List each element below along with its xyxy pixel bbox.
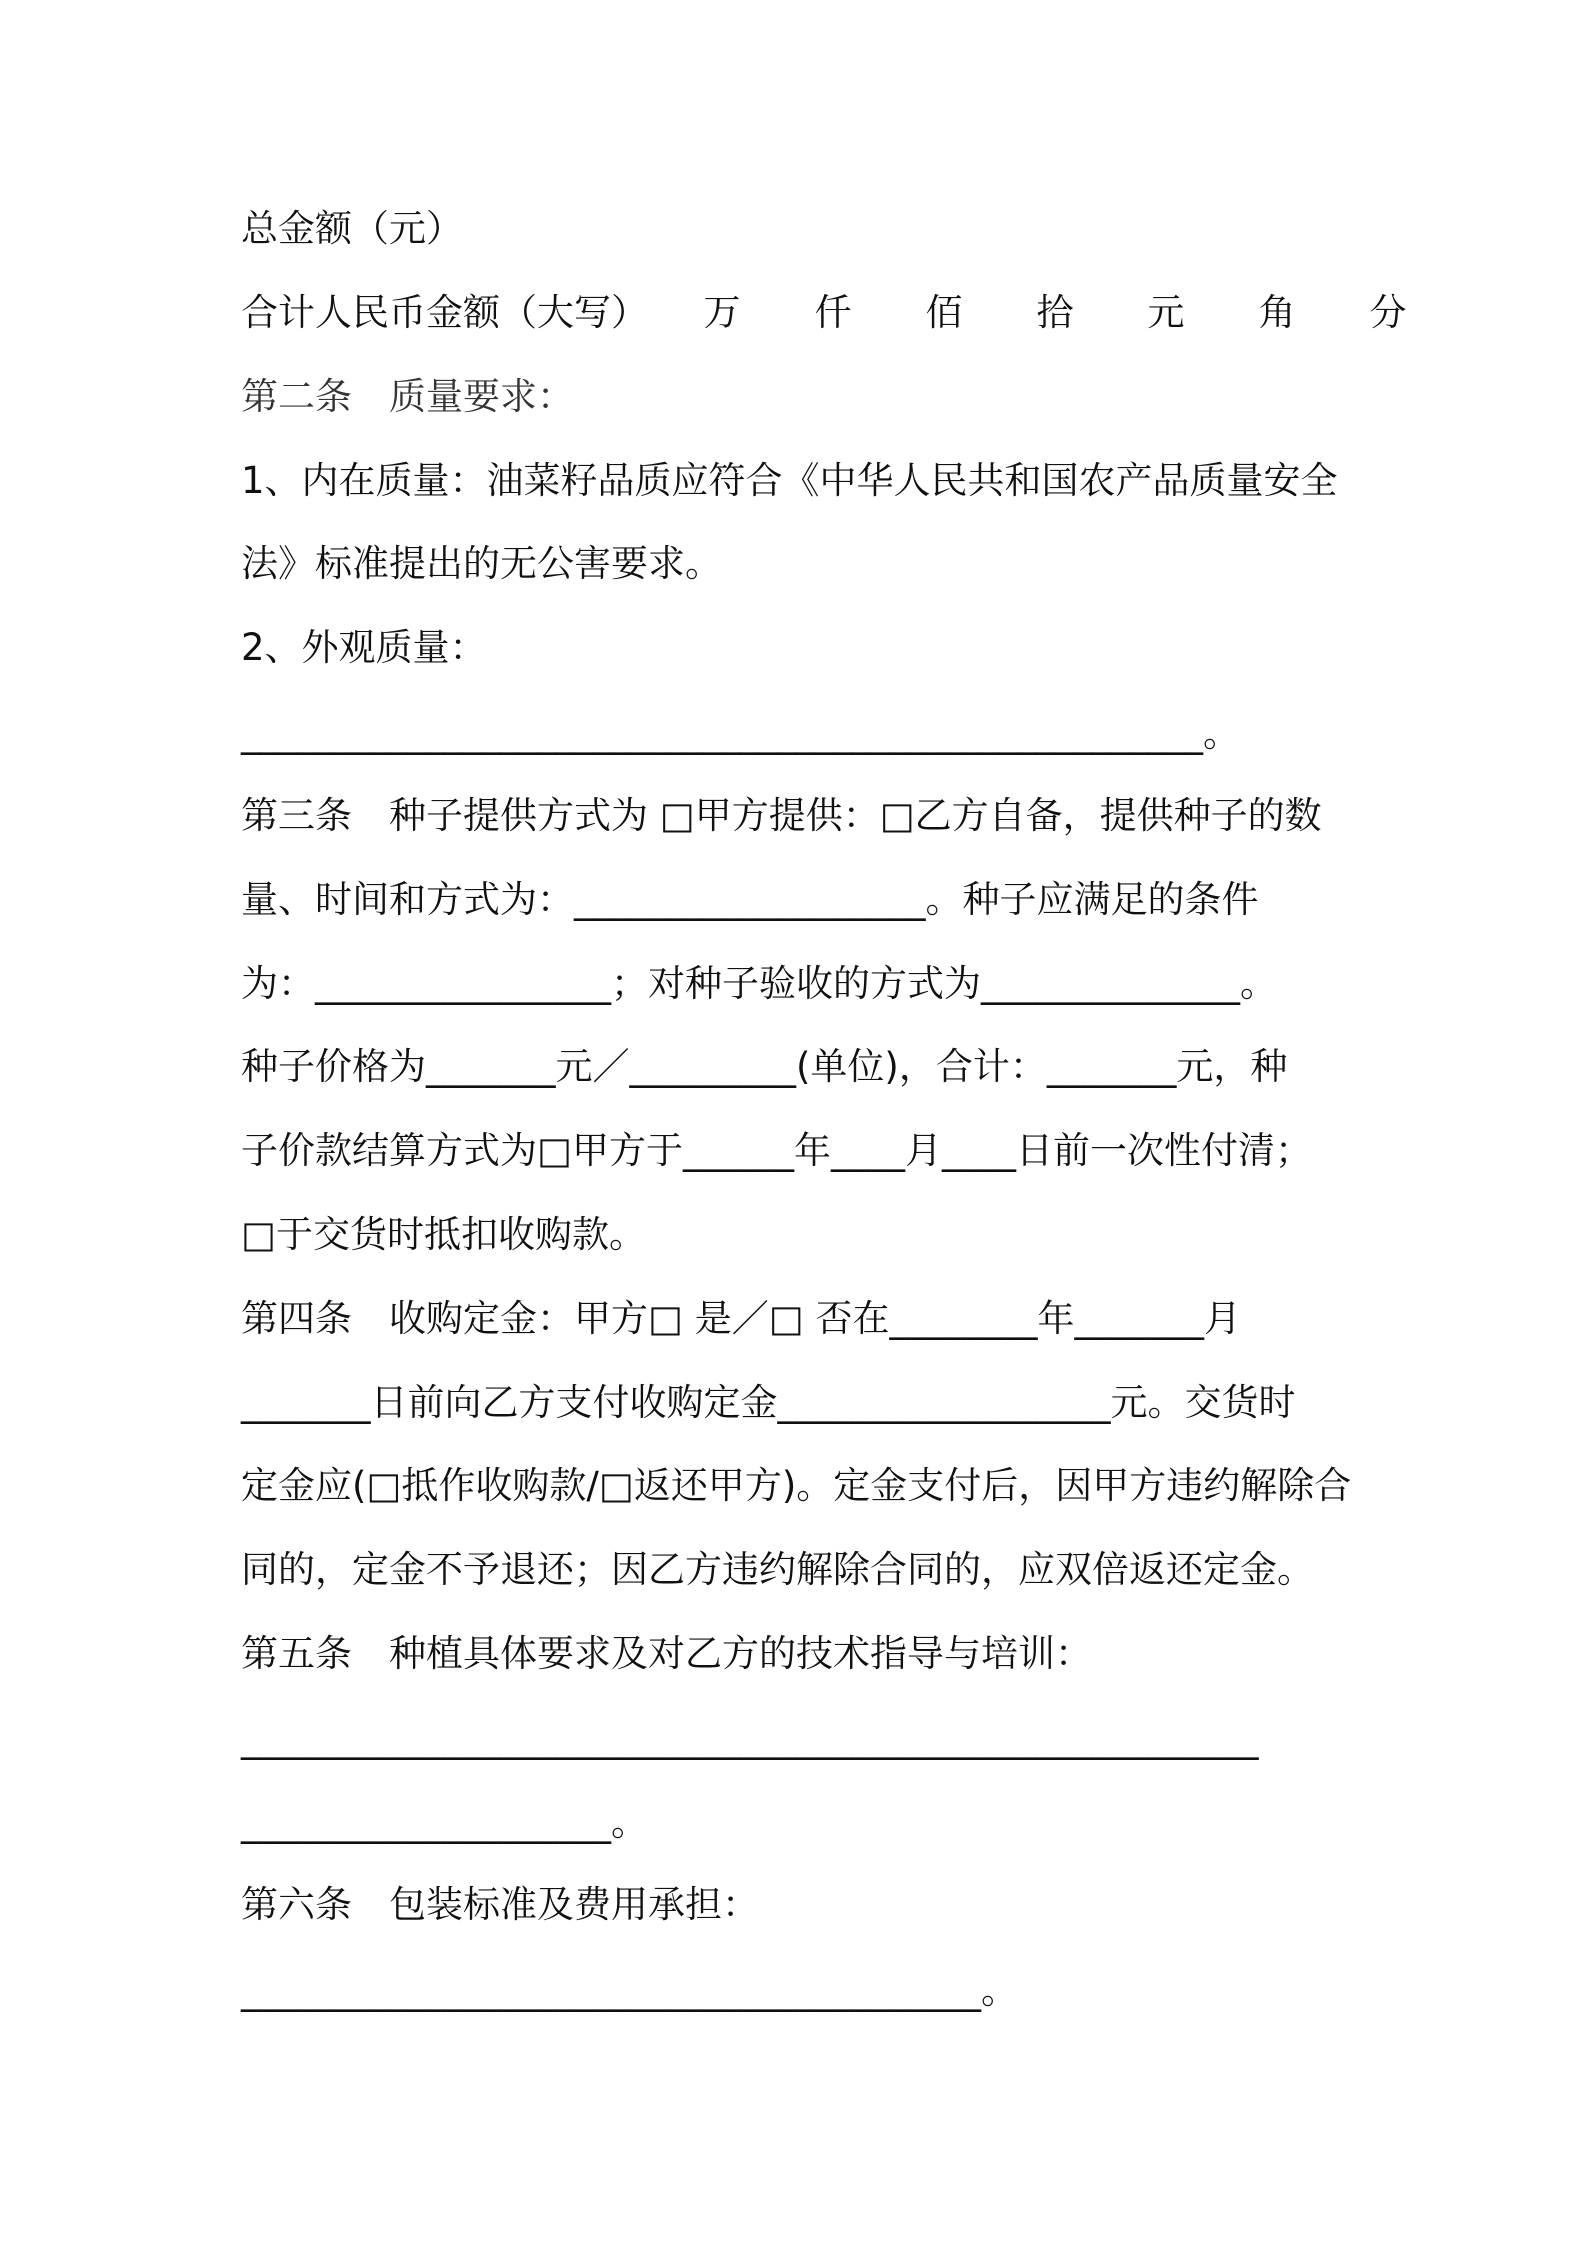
article-4-line-1: 第四条 收购定金：甲方□ 是／□ 否在________年_______月 [241,1297,1241,1340]
article-3-line-1: 第三条 种子提供方式为 □甲方提供：□乙方自备，提供种子的数 [241,794,1322,837]
article-3-line-5: 子价款结算方式为□甲方于______年____月____日前一次性付清； [241,1129,1312,1172]
article-3-line-3: 为：________________；对种子验收的方式为______________。 [241,962,1277,1005]
article-2-heading: 第二条 质量要求： [241,375,574,418]
article-5-heading: 第五条 种植具体要求及对乙方的技术指导与培训： [241,1632,1092,1675]
article-3-line-4: 种子价格为_______元／_________(单位)，合计：_______元，种 [241,1045,1288,1088]
article-5-blank-line-1: _______________________________________________________ [241,1717,1259,1760]
article-6-blank-line: ________________________________________。 [241,1969,1018,2012]
article-2-blank-line: ____________________________________________________。 [241,712,1240,755]
article-2-item-1-line-1: 1、内在质量：油菜籽品质应符合《中华人民共和国农产品质量安全 [241,459,1338,502]
total-amount-label: 总金额（元） [241,207,463,250]
rmb-total-uppercase-line: 合计人民币金额（大写） 万 仟 佰 拾 元 角 分 [241,291,1407,334]
article-2-item-2: 2、外观质量： [241,626,487,669]
article-3-line-2: 量、时间和方式为：___________________。种子应满足的条件 [241,878,1259,921]
article-4-line-3: 定金应(□抵作收购款/□返还甲方)。定金支付后，因甲方违约解除合 [241,1464,1352,1507]
article-2-item-1-line-2: 法》标准提出的无公害要求。 [241,542,722,585]
article-6-heading: 第六条 包装标准及费用承担： [241,1883,759,1926]
article-5-blank-line-2: ____________________。 [241,1801,648,1844]
article-4-line-4: 同的，定金不予退还；因乙方违约解除合同的，应双倍返还定金。 [241,1548,1314,1591]
article-3-line-6: □于交货时抵扣收购款。 [241,1213,646,1256]
article-4-line-2: _______日前向乙方支付收购定金__________________元。交货时 [241,1381,1296,1424]
